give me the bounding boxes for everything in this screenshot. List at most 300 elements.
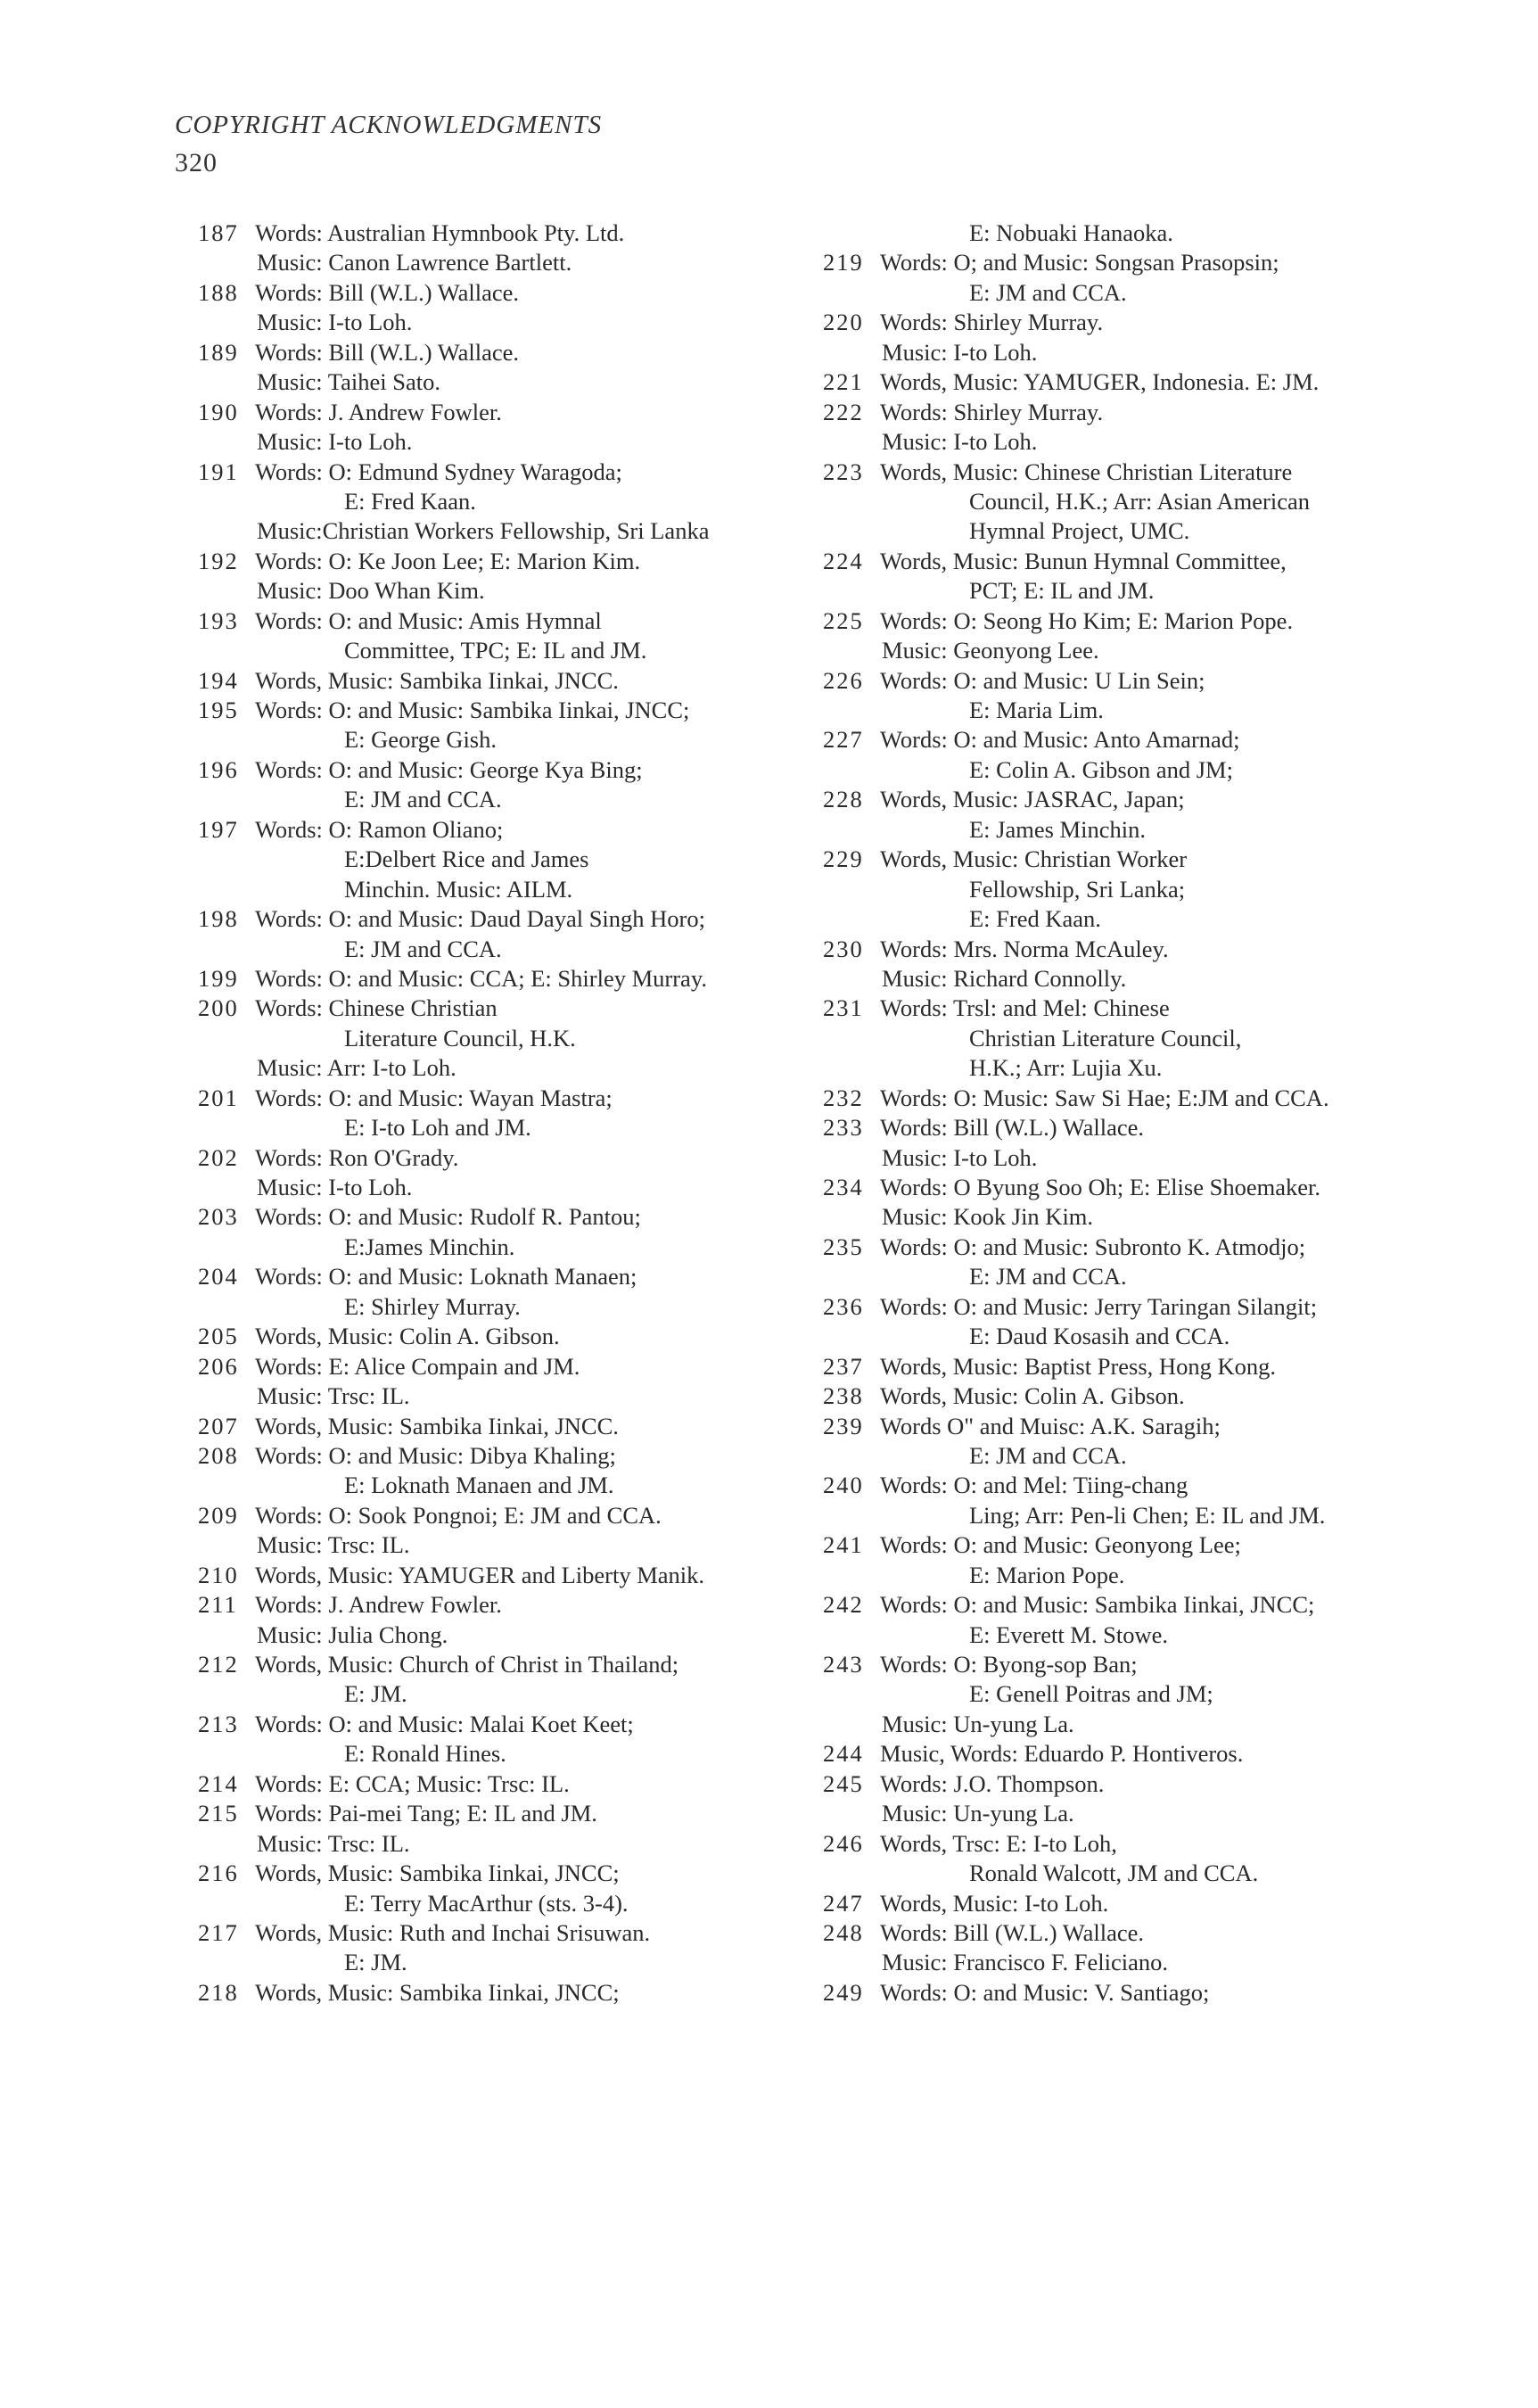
entry-line bbox=[198, 1769, 813, 1799]
hymn-number: 205 bbox=[198, 1323, 239, 1350]
credit-text: Words: O; and Music: Songsan Prasopsin; bbox=[880, 249, 1279, 276]
hymn-number: 244 bbox=[823, 1740, 864, 1768]
credit-text: Words: O: Edmund Sydney Waragoda; bbox=[255, 458, 622, 485]
acknowledgment-entry bbox=[198, 1650, 813, 1710]
credit-text: Music: Geonyong Lee. bbox=[882, 637, 1099, 664]
hymn-number: 207 bbox=[198, 1412, 239, 1439]
credit-text: Music:Christian Workers Fellowship, Sri Lanka bbox=[257, 517, 710, 545]
hymn-number: 238 bbox=[823, 1382, 864, 1410]
credit-text: Words: E: CCA; Music: Trsc: IL. bbox=[255, 1769, 570, 1797]
acknowledgment-entry bbox=[198, 1590, 813, 1650]
entry-line bbox=[823, 815, 1447, 845]
entry-line bbox=[823, 1173, 1447, 1202]
credit-text: Words, Trsc: E: I-to Loh, bbox=[880, 1829, 1117, 1857]
acknowledgment-entry bbox=[198, 904, 813, 964]
hymn-number: 216 bbox=[198, 1860, 239, 1887]
entry-line bbox=[823, 1769, 1447, 1799]
entry-line bbox=[823, 547, 1447, 576]
acknowledgment-entry bbox=[823, 1739, 1447, 1769]
entry-line bbox=[198, 1352, 813, 1381]
credit-text: Music: Trsc: IL. bbox=[257, 1382, 410, 1410]
credit-text: Words: O: and Music: George Kya Bing; bbox=[255, 755, 643, 783]
credit-text: Words, Music: Colin A. Gibson. bbox=[880, 1382, 1185, 1410]
entry-line bbox=[823, 338, 1447, 367]
entry-line bbox=[823, 516, 1447, 546]
credit-text: Ronald Walcott, JM and CCA. bbox=[969, 1860, 1259, 1887]
credit-text: E: JM. bbox=[344, 1680, 407, 1708]
credit-text: Music: Un-yung La. bbox=[882, 1710, 1074, 1737]
credit-text: E: Shirley Murray. bbox=[344, 1292, 521, 1320]
credit-text: Words: J. Andrew Fowler. bbox=[255, 398, 502, 425]
acknowledgment-entry bbox=[198, 606, 813, 666]
acknowledgment-entry bbox=[823, 308, 1447, 367]
entry-line bbox=[198, 367, 813, 397]
credit-text: Committee, TPC; E: IL and JM. bbox=[344, 637, 647, 664]
hymn-number: 222 bbox=[823, 398, 864, 425]
entry-line bbox=[198, 785, 813, 814]
entry-line bbox=[198, 248, 813, 277]
entry-line bbox=[198, 1978, 813, 2008]
hymn-number: 191 bbox=[198, 458, 239, 485]
acknowledgment-entry bbox=[823, 1381, 1447, 1411]
acknowledgment-entry bbox=[823, 1412, 1447, 1472]
acknowledgment-entry bbox=[198, 964, 813, 994]
entry-line bbox=[823, 458, 1447, 487]
entry-line bbox=[823, 487, 1447, 516]
hymn-number: 219 bbox=[823, 249, 864, 276]
credit-text: E: Fred Kaan. bbox=[344, 487, 476, 515]
acknowledgment-entry bbox=[198, 1918, 813, 1978]
acknowledgment-entry bbox=[823, 1084, 1447, 1113]
hymn-number: 227 bbox=[823, 726, 864, 754]
acknowledgment-entry bbox=[823, 725, 1447, 785]
credit-text: Words: Shirley Murray. bbox=[880, 398, 1104, 425]
credit-text: E: Terry MacArthur (sts. 3-4). bbox=[344, 1889, 629, 1917]
entry-line bbox=[198, 308, 813, 337]
credit-text: E: James Minchin. bbox=[969, 815, 1146, 843]
credit-text: Words: Shirley Murray. bbox=[880, 309, 1104, 336]
entry-line bbox=[823, 1710, 1447, 1739]
credit-text: Music: I-to Loh. bbox=[882, 428, 1038, 456]
hymn-number: 247 bbox=[823, 1889, 864, 1917]
entry-line bbox=[823, 1918, 1447, 1948]
credit-text: Music: I-to Loh. bbox=[257, 428, 413, 456]
hymn-number: 188 bbox=[198, 278, 239, 306]
credit-text: Words: O: and Music: Malai Koet Keet; bbox=[255, 1710, 634, 1737]
entry-line bbox=[823, 576, 1447, 606]
hymn-number: 189 bbox=[198, 338, 239, 366]
entry-line bbox=[823, 1948, 1447, 1977]
entry-line bbox=[198, 1412, 813, 1441]
entry-line bbox=[823, 398, 1447, 427]
hymn-number: 192 bbox=[198, 547, 239, 574]
entry-line bbox=[198, 1053, 813, 1083]
entry-line bbox=[823, 1441, 1447, 1471]
entry-line bbox=[198, 219, 813, 248]
entry-line bbox=[198, 1381, 813, 1411]
hymn-number: 194 bbox=[198, 666, 239, 694]
acknowledgment-entry bbox=[198, 1561, 813, 1590]
credit-text: Words: O: Ramon Oliano; bbox=[255, 815, 504, 843]
credit-text: Words: O: and Music: Anto Amarnad; bbox=[880, 726, 1240, 754]
hymn-number: 190 bbox=[198, 398, 239, 425]
credit-text: E: Ronald Hines. bbox=[344, 1740, 506, 1768]
credit-text: Words, Music: YAMUGER, Indonesia. E: JM. bbox=[880, 368, 1320, 396]
acknowledgment-entry bbox=[823, 935, 1447, 994]
hymn-number: 193 bbox=[198, 606, 239, 634]
acknowledgment-entry bbox=[198, 1322, 813, 1351]
entry-line bbox=[198, 1233, 813, 1262]
credit-text: Words: O: and Music: Amis Hymnal bbox=[255, 606, 602, 634]
credit-text: Music, Words: Eduardo P. Hontiveros. bbox=[880, 1740, 1244, 1768]
entry-line bbox=[198, 1113, 813, 1142]
credit-text: Words: Australian Hymnbook Pty. Ltd. bbox=[255, 219, 625, 246]
acknowledgment-entry bbox=[198, 398, 813, 458]
entry-line bbox=[198, 606, 813, 636]
entry-line bbox=[823, 1292, 1447, 1322]
credit-text: E: JM and CCA. bbox=[969, 1441, 1127, 1469]
credit-text: E: I-to Loh and JM. bbox=[344, 1114, 531, 1142]
hymn-number: 240 bbox=[823, 1472, 864, 1499]
credit-text: E:Delbert Rice and James bbox=[344, 845, 589, 873]
entry-line bbox=[823, 248, 1447, 277]
credit-text: Words: O: and Music: U Lin Sein; bbox=[880, 666, 1205, 694]
entry-line bbox=[823, 1620, 1447, 1650]
credit-text: Words, Music: Chinese Christian Literature bbox=[880, 458, 1293, 485]
hymn-number: 245 bbox=[823, 1769, 864, 1797]
entry-line bbox=[823, 666, 1447, 696]
entry-line bbox=[823, 935, 1447, 964]
credit-text: Words: Bill (W.L.) Wallace. bbox=[255, 338, 520, 366]
entry-line bbox=[198, 1799, 813, 1828]
entry-line bbox=[823, 875, 1447, 904]
credit-text: Words: O: Sook Pongnoi; E: JM and CCA. bbox=[255, 1501, 662, 1529]
credit-text: Words, Music: Church of Christ in Thailand; bbox=[255, 1651, 679, 1678]
hymn-number: 234 bbox=[823, 1174, 864, 1200]
entry-line bbox=[823, 1412, 1447, 1441]
entry-line bbox=[823, 427, 1447, 457]
entry-line bbox=[198, 725, 813, 755]
hymn-number: 218 bbox=[198, 1978, 239, 2006]
entry-line bbox=[823, 219, 1447, 248]
credit-text: Words: O: and Music: Dibya Khaling; bbox=[255, 1441, 616, 1469]
acknowledgment-entry bbox=[198, 338, 813, 398]
credit-text: Words, Music: Sambika Iinkai, JNCC. bbox=[255, 1412, 619, 1439]
acknowledgment-entry bbox=[198, 1799, 813, 1859]
credit-text: Music: Doo Whan Kim. bbox=[257, 577, 485, 605]
acknowledgment-entry bbox=[823, 458, 1447, 547]
hymn-number: 239 bbox=[823, 1412, 864, 1439]
hymn-number: 223 bbox=[823, 458, 864, 485]
entry-line bbox=[198, 1710, 813, 1739]
entry-line bbox=[823, 1739, 1447, 1769]
credit-text: Words: O: and Music: Sambika Iinkai, JNCC; bbox=[880, 1591, 1315, 1619]
credit-text: Christian Literature Council, bbox=[969, 1024, 1242, 1051]
entry-line bbox=[823, 367, 1447, 397]
credit-text: Music: Taihei Sato. bbox=[257, 368, 440, 396]
hymn-number: 196 bbox=[198, 755, 239, 783]
acknowledgment-entry bbox=[198, 1501, 813, 1561]
acknowledgment-entry bbox=[823, 994, 1447, 1083]
credit-text: Music: Julia Chong. bbox=[257, 1620, 448, 1648]
entry-line bbox=[823, 636, 1447, 665]
credit-text: Words: O: and Music: V. Santiago; bbox=[880, 1978, 1210, 2006]
entry-line bbox=[823, 1501, 1447, 1530]
credit-text: Words: O: and Mel: Tiing-chang bbox=[880, 1472, 1188, 1499]
acknowledgment-entry bbox=[823, 248, 1447, 308]
hymn-number: 208 bbox=[198, 1441, 239, 1469]
credit-text: Fellowship, Sri Lanka; bbox=[969, 875, 1186, 903]
entry-line bbox=[823, 1530, 1447, 1560]
entry-line bbox=[198, 1441, 813, 1471]
hymn-number: 242 bbox=[823, 1591, 864, 1619]
entry-line bbox=[198, 516, 813, 546]
hymn-number: 213 bbox=[198, 1710, 239, 1737]
credit-text: Words, Music: Sambika Iinkai, JNCC; bbox=[255, 1978, 620, 2006]
acknowledgment-entry bbox=[198, 1143, 813, 1203]
hymn-number: 200 bbox=[198, 994, 239, 1022]
credit-text: Music: Un-yung La. bbox=[882, 1800, 1074, 1827]
credit-text: E: JM and CCA. bbox=[344, 786, 502, 813]
credit-text: Words, Music: Sambika Iinkai, JNCC; bbox=[255, 1860, 620, 1887]
credit-text: Music: Richard Connolly. bbox=[882, 964, 1127, 992]
hymn-number: 236 bbox=[823, 1292, 864, 1320]
entry-line bbox=[823, 278, 1447, 308]
acknowledgment-entry bbox=[198, 696, 813, 755]
credit-text: E: Everett M. Stowe. bbox=[969, 1620, 1168, 1648]
hymn-number: 220 bbox=[823, 309, 864, 336]
credit-text: Words: Bill (W.L.) Wallace. bbox=[255, 278, 520, 306]
entry-line bbox=[198, 1889, 813, 1918]
running-header: COPYRIGHT ACKNOWLEDGMENTS bbox=[175, 111, 603, 139]
credit-text: Words: O: Byong-sop Ban; bbox=[880, 1651, 1138, 1678]
entry-line bbox=[823, 308, 1447, 337]
entry-line bbox=[198, 1322, 813, 1351]
credit-text: Words: Bill (W.L.) Wallace. bbox=[880, 1918, 1145, 1946]
credit-text: Words, Music: YAMUGER and Liberty Manik. bbox=[255, 1561, 705, 1588]
acknowledgment-entry bbox=[823, 1978, 1447, 2008]
hymn-number: 187 bbox=[198, 219, 239, 246]
entry-line bbox=[198, 1202, 813, 1232]
hymn-number: 225 bbox=[823, 606, 864, 634]
entry-line bbox=[198, 1262, 813, 1291]
hymn-number: 214 bbox=[198, 1769, 239, 1797]
entry-line bbox=[823, 725, 1447, 755]
entry-line bbox=[823, 755, 1447, 785]
credit-text: Music: I-to Loh. bbox=[257, 1174, 413, 1200]
entry-line bbox=[823, 1889, 1447, 1918]
credit-text: Words: O: Seong Ho Kim; E: Marion Pope. bbox=[880, 606, 1294, 634]
hymn-number: 232 bbox=[823, 1084, 864, 1111]
acknowledgment-entry bbox=[823, 845, 1447, 934]
hymn-number: 228 bbox=[823, 786, 864, 813]
credit-text: E: JM and CCA. bbox=[969, 278, 1127, 306]
credit-text: E: JM and CCA. bbox=[344, 935, 502, 962]
credit-text: E: George Gish. bbox=[344, 726, 497, 754]
credit-text: Words: J.O. Thompson. bbox=[880, 1769, 1105, 1797]
hymn-number: 248 bbox=[823, 1918, 864, 1946]
acknowledgment-entry bbox=[823, 1292, 1447, 1352]
acknowledgment-entry bbox=[823, 666, 1447, 726]
credit-text: E:James Minchin. bbox=[344, 1233, 515, 1260]
entry-line bbox=[198, 1084, 813, 1113]
entry-line bbox=[198, 398, 813, 427]
entry-line bbox=[823, 1650, 1447, 1679]
entry-line bbox=[198, 904, 813, 934]
entry-line bbox=[823, 785, 1447, 814]
acknowledgment-entry bbox=[823, 1650, 1447, 1739]
entry-line bbox=[198, 1024, 813, 1053]
entry-line bbox=[823, 1233, 1447, 1262]
hymn-number: 230 bbox=[823, 935, 864, 962]
hymn-number: 217 bbox=[198, 1918, 239, 1946]
hymn-number: 241 bbox=[823, 1531, 864, 1559]
credit-text: Words: O: and Music: Jerry Taringan Silangit; bbox=[880, 1292, 1318, 1320]
entry-line bbox=[198, 1859, 813, 1888]
credit-text: Minchin. Music: AILM. bbox=[344, 875, 573, 903]
entry-line bbox=[823, 1799, 1447, 1828]
hymn-number: 226 bbox=[823, 666, 864, 694]
credit-text: E: JM. bbox=[344, 1949, 407, 1976]
acknowledgment-entry bbox=[198, 458, 813, 547]
credit-text: Words, Music: Bunun Hymnal Committee, bbox=[880, 547, 1287, 574]
hymn-number: 249 bbox=[823, 1978, 864, 2006]
hymn-number: 235 bbox=[823, 1233, 864, 1260]
acknowledgment-entry bbox=[198, 755, 813, 815]
entry-line bbox=[198, 1173, 813, 1202]
entry-line bbox=[823, 1859, 1447, 1888]
credit-text: Music: I-to Loh. bbox=[882, 338, 1038, 366]
entry-line bbox=[823, 904, 1447, 934]
credit-text: Council, H.K.; Arr: Asian American bbox=[969, 487, 1310, 515]
credit-text: Words: Bill (W.L.) Wallace. bbox=[880, 1114, 1145, 1142]
entry-line bbox=[198, 964, 813, 994]
entry-line bbox=[198, 1143, 813, 1173]
entry-line bbox=[823, 1024, 1447, 1053]
credit-text: Music: Trsc: IL. bbox=[257, 1829, 410, 1857]
credit-text: Words: Pai-mei Tang; E: IL and JM. bbox=[255, 1800, 597, 1827]
credit-text: E: JM and CCA. bbox=[969, 1263, 1127, 1291]
credit-text: Words: O: and Music: CCA; E: Shirley Murray. bbox=[255, 964, 707, 992]
acknowledgment-entry bbox=[823, 219, 1447, 248]
credit-text: Words: O: and Music: Wayan Mastra; bbox=[255, 1084, 613, 1111]
entry-line bbox=[823, 1829, 1447, 1859]
credit-text: E: Colin A. Gibson and JM; bbox=[969, 755, 1233, 783]
acknowledgment-entry bbox=[823, 1471, 1447, 1530]
entry-line bbox=[198, 696, 813, 725]
credit-text: Words, Music: Baptist Press, Hong Kong. bbox=[880, 1352, 1276, 1380]
credit-text: Words: O: and Music: Loknath Manaen; bbox=[255, 1263, 637, 1291]
entry-line bbox=[198, 845, 813, 874]
entry-line bbox=[198, 1530, 813, 1560]
hymn-number: 237 bbox=[823, 1352, 864, 1380]
entry-line bbox=[823, 696, 1447, 725]
acknowledgment-entry bbox=[198, 1769, 813, 1799]
entry-line bbox=[823, 1561, 1447, 1590]
acknowledgment-entry bbox=[198, 815, 813, 904]
acknowledgment-entry bbox=[823, 606, 1447, 666]
entry-line bbox=[198, 1948, 813, 1977]
entry-line bbox=[198, 1829, 813, 1859]
acknowledgment-entry bbox=[198, 1710, 813, 1769]
right-column bbox=[823, 219, 1447, 2008]
entry-line bbox=[198, 875, 813, 904]
entry-line bbox=[198, 1501, 813, 1530]
credit-text: E: Loknath Manaen and JM. bbox=[344, 1472, 614, 1499]
entry-line bbox=[823, 1262, 1447, 1291]
acknowledgment-entry bbox=[823, 367, 1447, 397]
hymn-number: 201 bbox=[198, 1084, 239, 1111]
credit-text: Words: O Byung Soo Oh; E: Elise Shoemaker. bbox=[880, 1174, 1320, 1200]
acknowledgment-entry bbox=[823, 1173, 1447, 1233]
acknowledgment-entry bbox=[198, 1412, 813, 1441]
entry-line bbox=[823, 964, 1447, 994]
credit-text: Words: Ron O'Grady. bbox=[255, 1143, 459, 1171]
credit-text: Words, Music: I-to Loh. bbox=[880, 1889, 1109, 1917]
credit-text: Music: Arr: I-to Loh. bbox=[257, 1054, 456, 1082]
entry-line bbox=[823, 1471, 1447, 1500]
entry-line bbox=[823, 1143, 1447, 1173]
hymn-number: 224 bbox=[823, 547, 864, 574]
credit-text: Words: O: and Music: Geonyong Lee; bbox=[880, 1531, 1241, 1559]
hymn-number: 215 bbox=[198, 1800, 239, 1827]
entry-line bbox=[823, 1381, 1447, 1411]
credit-text: E: Genell Poitras and JM; bbox=[969, 1680, 1213, 1708]
hymn-number: 233 bbox=[823, 1114, 864, 1142]
hymn-number: 229 bbox=[823, 845, 864, 873]
entry-line bbox=[198, 576, 813, 606]
hymn-number: 231 bbox=[823, 994, 864, 1022]
entry-line bbox=[198, 487, 813, 516]
entry-line bbox=[823, 845, 1447, 874]
credit-text: Music: Trsc: IL. bbox=[257, 1531, 410, 1559]
credit-text: Words: Trsl: and Mel: Chinese bbox=[880, 994, 1170, 1022]
acknowledgment-entry bbox=[198, 1262, 813, 1322]
credit-text: Words, Music: Sambika Iinkai, JNCC. bbox=[255, 666, 619, 694]
entry-line bbox=[198, 636, 813, 665]
credit-text: Music: I-to Loh. bbox=[257, 309, 413, 336]
hymn-number: 212 bbox=[198, 1651, 239, 1678]
credit-text: Literature Council, H.K. bbox=[344, 1024, 576, 1051]
acknowledgment-entry bbox=[823, 785, 1447, 845]
entry-line bbox=[198, 1739, 813, 1769]
entry-line bbox=[198, 666, 813, 696]
hymn-number: 211 bbox=[198, 1591, 238, 1619]
credit-text: E: Nobuaki Hanaoka. bbox=[969, 219, 1173, 246]
acknowledgment-entry bbox=[198, 1978, 813, 2008]
entry-line bbox=[823, 994, 1447, 1023]
credit-text: Words: O: and Music: Rudolf R. Pantou; bbox=[255, 1203, 641, 1231]
entry-line bbox=[198, 935, 813, 964]
acknowledgment-entry bbox=[823, 1352, 1447, 1381]
acknowledgment-entry bbox=[198, 1441, 813, 1501]
acknowledgment-entry bbox=[823, 1829, 1447, 1889]
hymn-number: 221 bbox=[823, 368, 864, 396]
credit-text: Words, Music: Colin A. Gibson. bbox=[255, 1323, 560, 1350]
entry-line bbox=[823, 1322, 1447, 1351]
entry-line bbox=[198, 815, 813, 845]
acknowledgment-entry bbox=[823, 1918, 1447, 1978]
hymn-number: 209 bbox=[198, 1501, 239, 1529]
hymn-number: 202 bbox=[198, 1143, 239, 1171]
acknowledgment-entry bbox=[823, 1889, 1447, 1918]
credit-text: E: Fred Kaan. bbox=[969, 905, 1101, 933]
entry-line bbox=[198, 1679, 813, 1709]
acknowledgment-entry bbox=[823, 1113, 1447, 1173]
entry-line bbox=[823, 606, 1447, 636]
acknowledgment-entry bbox=[198, 994, 813, 1083]
entry-line bbox=[198, 1292, 813, 1322]
